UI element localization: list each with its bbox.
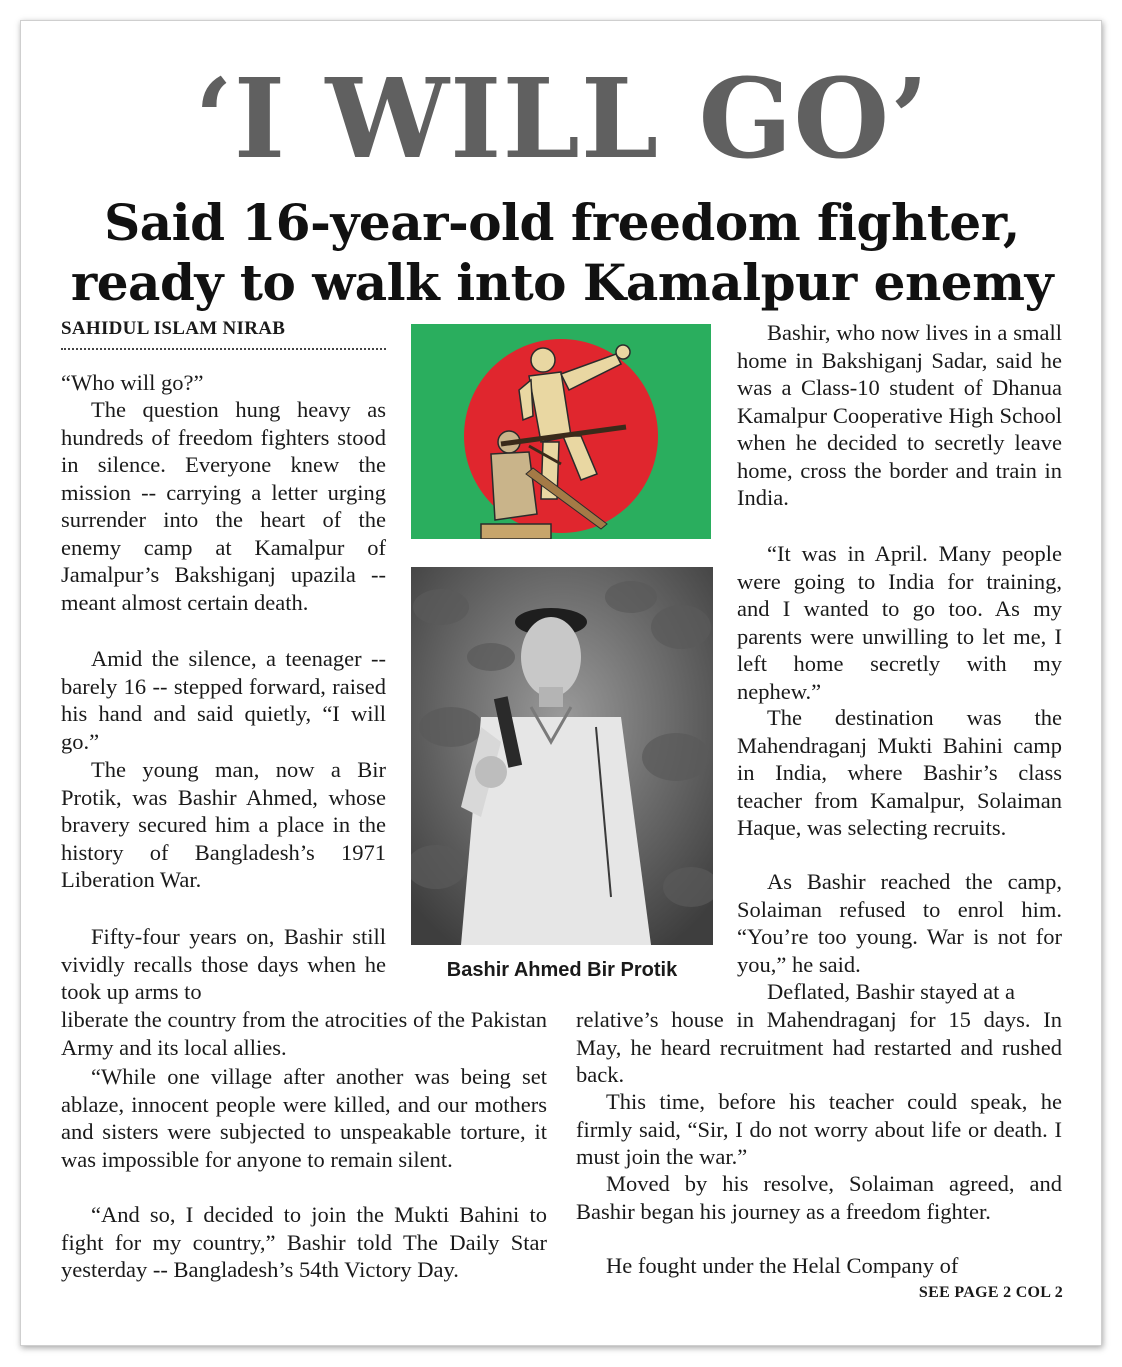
- paragraph: “And so, I decided to join the Mukti Bahini to fight for my country,” Bashir told The Daily Star yesterday -- Bangladesh’s 54th Victory Day.: [61, 1202, 547, 1282]
- kicker-headline: ‘I WILL GO’: [194, 54, 930, 183]
- paragraph: “While one village after another was being set ablaze, innocent people were killed, and our mothers and sisters were subjected to unspeakable torture, it was impossible for anyone to remain silent.: [61, 1064, 547, 1172]
- continuation-note: SEE PAGE 2 COL 2: [918, 1284, 1063, 1301]
- paragraph: Deflated, Bashir stayed at a: [767, 979, 1016, 1004]
- paragraph: The question hung heavy as hundreds of freedom fighters stood in silence. Everyone knew the mission -- carrying a letter urging surrender into the heart of the enemy camp at Kamalpur of Jamalpur’s Bakshiganj upazila -- meant almost certain death.: [61, 397, 386, 615]
- portrait-photo: [411, 567, 713, 945]
- photo-caption: Bashir Ahmed Bir Protik: [446, 959, 678, 981]
- news-clipping: [20, 20, 1102, 1346]
- paragraph: Moved by his resolve, Solaiman agreed, and Bashir began his journey as a freedom fighter.: [576, 1171, 1062, 1224]
- paragraph: Amid the silence, a teenager -- barely 16 -- stepped forward, raised his hand and said quietly, “I will go.”: [61, 646, 386, 754]
- paragraph: This time, before his teacher could speak, he firmly said, “Sir, I do not worry about life or death. I must join the war.”: [576, 1089, 1062, 1169]
- paragraph: relative’s house in Mahendraganj for 15 days. In May, he heard recruitment had restarted and rushed back.: [576, 1007, 1062, 1087]
- flag-illustration: [411, 324, 711, 539]
- paragraph: Fifty-four years on, Bashir still vividly recalls those days when he took up arms to: [61, 924, 386, 1004]
- paragraph: “It was in April. Many people were going to India for training, and I wanted to go too. As my parents were unwilling to let me, I left home secretly with my nephew.”: [737, 541, 1062, 704]
- paragraph: The young man, now a Bir Protik, was Bashir Ahmed, whose bravery secured him a place in the history of Bangladesh’s 1971 Liberation War.: [61, 757, 386, 892]
- byline: SAHIDUL ISLAM NIRAB: [61, 318, 386, 350]
- paragraph: Bashir, who now lives in a small home in Bakshiganj Sadar, said he was a Class-10 student of Dhanua Kamalpur Cooperative High School when he decided to secretly leave home, cross the border and train in India.: [737, 320, 1062, 510]
- paragraph: “Who will go?”: [61, 370, 204, 395]
- main-headline: Said 16-year-old freedom fighter, ready to walk into Kamalpur enemy: [70, 193, 1054, 312]
- paragraph: As Bashir reached the camp, Solaiman refused to enrol him. “You’re too young. War is not for you,” he said.: [737, 869, 1062, 977]
- paragraph: liberate the country from the atrocities of the Pakistan Army and its local allies.: [61, 1007, 547, 1060]
- paragraph: He fought under the Helal Company of: [606, 1253, 959, 1278]
- paragraph: The destination was the Mahendraganj Mukti Bahini camp in India, where Bashir’s class teacher from Kamalpur, Solaiman Haque, was selecting recruits.: [737, 705, 1062, 840]
